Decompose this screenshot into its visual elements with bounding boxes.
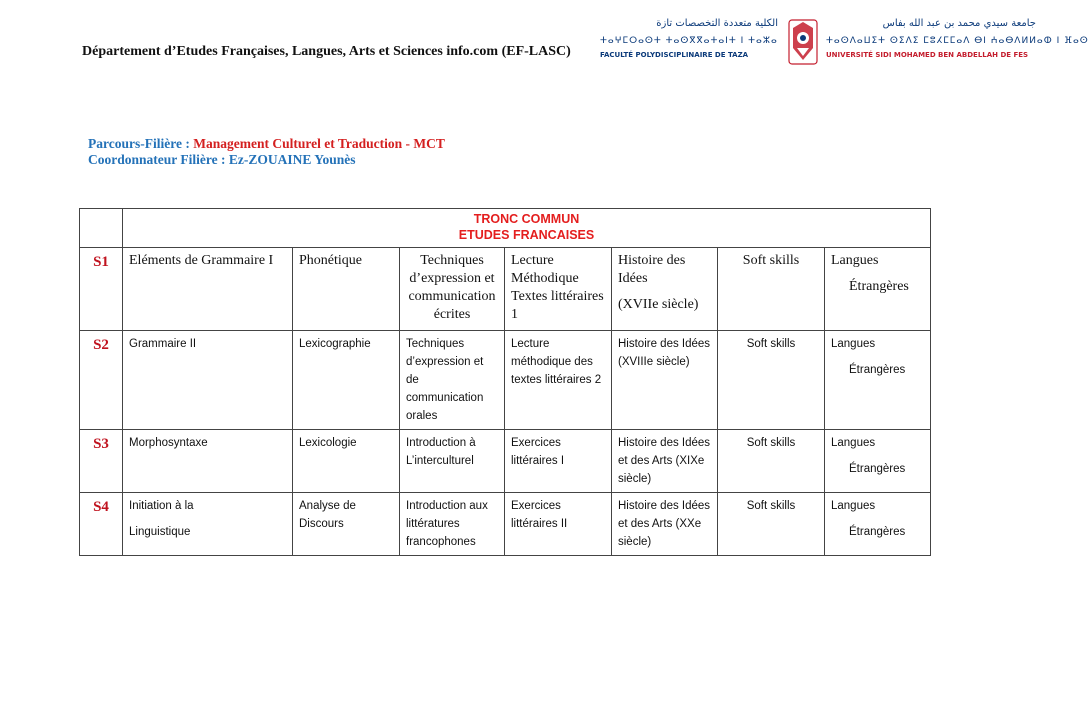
table-cell: Lecture Méthodique Textes littéraires 1	[505, 248, 612, 331]
semester-label: S1	[80, 248, 123, 331]
table-cell	[825, 248, 931, 331]
table-cell: Morphosyntaxe	[123, 430, 293, 493]
university-french: UNIVERSITÉ SIDI MOHAMED BEN ABDELLAH DE FES	[826, 51, 1029, 59]
table-cell: Soft skills	[718, 493, 825, 556]
coordinator-line: Coordonnateur Filière : Ez-ZOUAINE Younès	[88, 152, 356, 167]
table-cell: Exercices littéraires I	[505, 430, 612, 493]
cell-line: (XVIIe siècle)	[618, 297, 699, 312]
table-cell: Exercices littéraires II	[505, 493, 612, 556]
table-cell: Histoire des Idées et des Arts (XXe siècle)	[612, 493, 718, 556]
cell-line: Langues	[831, 338, 876, 350]
semester-label: S3	[80, 430, 123, 493]
tronc-commun-header	[123, 209, 931, 248]
table-cell	[825, 493, 931, 556]
table-cell	[612, 248, 718, 331]
empty-cell	[80, 209, 123, 248]
table-cell: Phonétique	[293, 248, 400, 331]
table-cell: Lexicographie	[293, 331, 400, 430]
cell-line: Histoire des Idées	[618, 253, 686, 286]
parcours-label: Parcours-Filière :	[88, 136, 194, 151]
cell-line: Étrangères	[849, 279, 909, 294]
table-cell: Techniques d’expression et communication écrites	[400, 248, 505, 331]
table-cell	[123, 493, 293, 556]
table-cell: Introduction aux littératures francophones	[400, 493, 505, 556]
table-cell: Histoire des Idées (XVIIIe siècle)	[612, 331, 718, 430]
faculty-french: FACULTÉ POLYDISCIPLINAIRE DE TAZA	[600, 51, 749, 59]
table-cell	[825, 331, 931, 430]
table-cell: Soft skills	[718, 248, 825, 331]
university-logo	[600, 18, 1089, 66]
cell-line: Initiation à la	[129, 500, 194, 512]
curriculum-table	[79, 208, 931, 556]
cell-line: Langues	[831, 437, 876, 449]
cell-line: Langues	[831, 253, 879, 268]
table-cell: Soft skills	[718, 331, 825, 430]
cell-line: Linguistique	[129, 526, 191, 538]
table-cell: Introduction à L’interculturel	[400, 430, 505, 493]
university-logo-text	[826, 18, 1089, 59]
table-cell: Grammaire II	[123, 331, 293, 430]
department-title: Département d’Etudes Françaises, Langues, Arts et Sciences info.com (EF-LASC)	[82, 44, 571, 59]
table-cell: Lecture méthodique des textes littéraires 2	[505, 331, 612, 430]
cell-line: Langues	[831, 500, 876, 512]
table-cell: Lexicologie	[293, 430, 400, 493]
parcours-value: Management Culturel et Traduction - MCT	[193, 136, 445, 151]
table-header-row	[80, 209, 931, 248]
cell-line: Étrangères	[849, 364, 906, 376]
table-row	[80, 331, 931, 430]
university-tifinagh: ⵜⴰⵙⴷⴰⵡⵉⵜ ⵙⵉⴷⵉ ⵎⵓⵃⵎⵎⴰⴷ ⴱⵏ ⵄⴰⴱⴷⵍⵍⴰⵀ ⵏ ⴼⴰⵙ	[826, 36, 1089, 46]
table-cell: Techniques d’expression et de communication orales	[400, 331, 505, 430]
table-row	[80, 430, 931, 493]
semester-label: S2	[80, 331, 123, 430]
table-cell	[825, 430, 931, 493]
table-cell: Histoire des Idées et des Arts (XIXe siècle)	[612, 430, 718, 493]
tronc-commun-title: TRONC COMMUN	[473, 212, 580, 226]
parcours-line	[88, 136, 445, 152]
cell-line: Étrangères	[849, 463, 906, 475]
etudes-francaises-title: ETUDES FRANCAISES	[458, 228, 595, 242]
faculty-arabic: الكلية متعددة التخصصات تازة	[656, 18, 778, 29]
university-arabic: جامعة سيدي محمد بن عبد الله بفاس	[882, 18, 1036, 29]
faculty-tifinagh: ⵜⴰⵖⵎⵔⴰⵙⵜ ⵜⴰⵙⴳⴳⴰⵜⴰⵏⵜ ⵏ ⵜⴰⵣⴰ	[600, 36, 778, 46]
table-row	[80, 248, 931, 331]
semester-label: S4	[80, 493, 123, 556]
cell-line: Étrangères	[849, 526, 906, 538]
table-cell: Soft skills	[718, 430, 825, 493]
table-cell: Analyse de Discours	[293, 493, 400, 556]
university-emblem-icon	[783, 18, 823, 66]
parcours-block	[88, 136, 445, 168]
faculty-logo-text	[600, 18, 778, 59]
table-row	[80, 493, 931, 556]
table-cell: Eléments de Grammaire I	[123, 248, 293, 331]
